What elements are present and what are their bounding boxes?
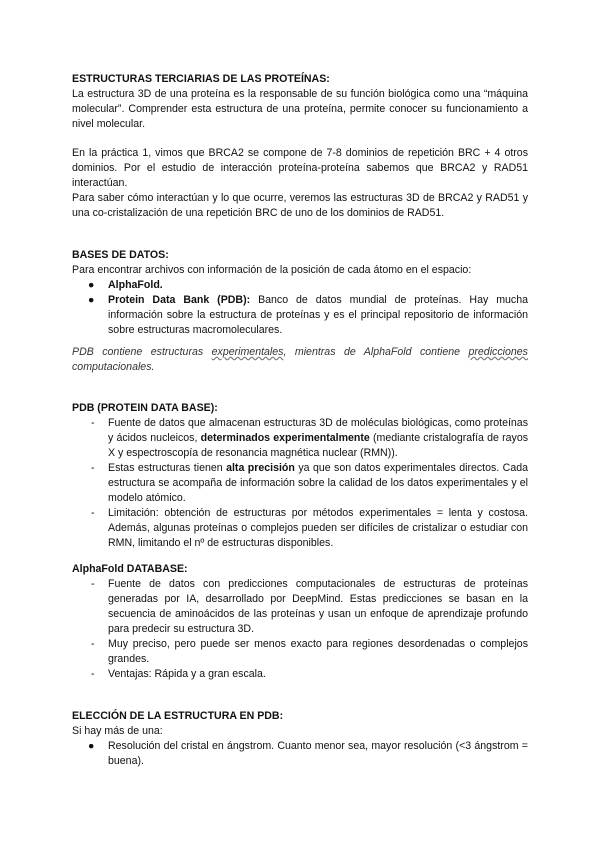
item-text: Resolución del cristal en ángstrom. Cuanto menor sea, mayor resolución (<3 ángstrom = buena). [108,740,528,767]
intro-paragraph: La estructura 3D de una proteína es la responsable de su función biológica como una “máquina molecular”. Comprender esta estructura de una proteína, permite conocer su funcionamiento a nivel molecular. [72,88,528,130]
alphafold-list [72,577,528,682]
databases-intro: Para encontrar archivos con información de la posición de cada átomo en el espacio: [72,264,472,276]
alphafold-section [72,562,528,682]
dash-icon: - [91,462,95,474]
list-item [72,577,528,637]
bullet-icon: ● [88,740,95,752]
dash-icon: - [91,507,95,519]
item-text: Estas estructuras tienen [108,462,227,474]
list-item [72,461,528,506]
selection-section [72,709,528,769]
list-item [72,506,528,551]
note-text: PDB contiene estructuras [72,346,212,358]
item-bold: determinados experimentalmente [200,432,370,444]
list-item [72,739,528,769]
list-item [72,667,528,682]
dash-icon: - [91,638,95,650]
pdb-section [72,401,528,551]
alphafold-item: AlphaFold. [108,279,163,291]
item-text: Ventajas: Rápida y a gran escala. [108,668,266,680]
note-predicciones: predicciones [468,346,528,358]
item-text: Fuente de datos que almacenan estructuras 3D de moléculas biológicas, como proteínas y ácidos nucleicos, [108,417,528,444]
dash-icon: - [91,417,95,429]
alphafold-heading: AlphaFold DATABASE: [72,563,188,575]
selection-intro: Si hay más de una: [72,725,163,737]
list-item [72,637,528,667]
intro-section [72,72,528,132]
intro-heading: ESTRUCTURAS TERCIARIAS DE LAS PROTEÍNAS: [72,73,330,85]
pdb-item-description: Banco de datos mundial de proteínas. Hay mucha información sobre la estructura de proteínas y es el principal repositorio de información sobre estructuras macromoleculares. [108,294,528,336]
note-text: , mientras de AlphaFold contiene [283,346,469,358]
note-experimentales: experimentales [211,346,284,358]
list-item [72,293,528,338]
item-text: (mediante cristalografía de rayos X y espectroscopía de resonancia magnética nuclear (RMN)). [108,432,529,459]
selection-heading: ELECCIÓN DE LA ESTRUCTURA EN PDB: [72,710,284,722]
practice-paragraph-2: Para saber cómo interactúan y lo que ocurre, veremos las estructuras 3D de BRCA2 y RAD51 y una co-cristalización de una repetición BRC de uno de los dominios de RAD51. [72,192,528,219]
item-text: Muy preciso, pero puede ser menos exacto para regiones desordenadas o complejos grandes. [108,638,528,665]
bullet-icon: ● [88,279,95,291]
databases-list [72,278,528,338]
note-text: computacionales. [72,361,155,373]
dash-icon: - [91,668,95,680]
databases-section [72,248,528,375]
selection-list [72,739,528,769]
item-text: Limitación: obtención de estructuras por métodos experimentales = lenta y costosa. Además, algunas proteínas o complejos pueden ser difíciles de cristalizar o estudiar con RMN, limitando el nº de estructuras disponibles. [108,507,528,549]
item-bold: alta precisión [226,462,295,474]
list-item [72,278,528,293]
item-text: ya que son datos experimentales directos. Cada estructura se acompaña de información sobre la calidad de los datos experimentales y el modelo atómico. [108,462,528,504]
pdb-item-title: Protein Data Bank (PDB): [108,294,251,306]
list-item [72,416,528,461]
databases-heading: BASES DE DATOS: [72,249,169,261]
practice-paragraph-1: En la práctica 1, vimos que BRCA2 se compone de 7-8 dominios de repetición BRC + 4 otros dominios. Por el estudio de interacción proteína-proteína sabemos que BRCA2 y RAD51 interactúan. [72,147,528,189]
practice-section [72,146,528,221]
bullet-icon: ● [88,294,95,306]
item-text: Fuente de datos con predicciones computacionales de estructuras de proteínas generadas por IA, desarrollado por DeepMind. Estas predicciones se basan en la secuencia de aminoácidos de las proteínas y usan un enfoque de aprendizaje profundo para predecir su estructura 3D. [108,578,528,635]
databases-note [72,345,528,375]
pdb-heading: PDB (PROTEIN DATA BASE): [72,402,218,414]
dash-icon: - [91,578,95,590]
pdb-list [72,416,528,551]
